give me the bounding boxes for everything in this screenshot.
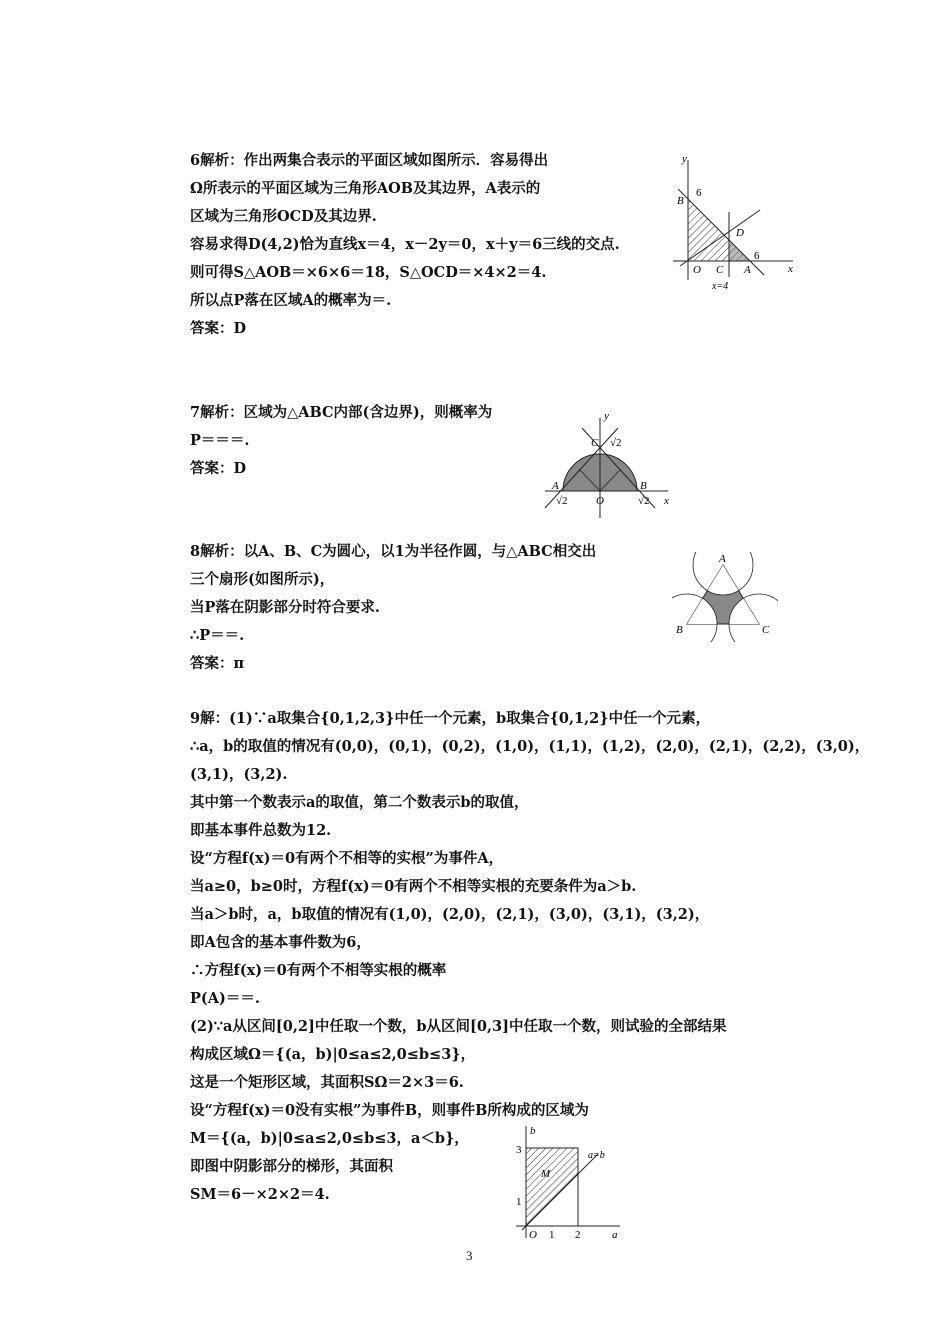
q9-fig-m: M [541,1168,551,1180]
q7-fig-a: A [552,480,559,492]
q6-fig-six-y: 6 [696,187,702,199]
q6-line-2: Ω所表示的平面区域为三角形AOB及其边界，A表示的 [190,180,541,197]
q9-fig-o: O [529,1229,537,1241]
q6-line-5: 则可得S△AOB＝×6×6＝18，S△OCD＝×4×2＝4. [190,264,547,281]
q9-fig-a: a [612,1229,618,1241]
q9-line-3: (3,1)，(3,2). [190,766,288,783]
q6-line-6: 所以点P落在区域A的概率为＝. [190,292,392,309]
q7-answer: 答案：D [190,460,247,477]
q6-fig-x: x [788,263,793,275]
q9-line-8: 当a＞b时，a，b取值的情况有(1,0)，(2,0)，(2,1)，(3,0)，(3,1)，(3,2)， [190,906,710,923]
q6-line-3: 区域为三角形OCD及其边界. [190,208,377,225]
q6-fig-six-x: 6 [754,250,760,262]
q6-figure [668,152,798,292]
q9-fig-line-label: a=b [588,1150,605,1161]
q7-fig-x: x [664,495,669,507]
q9-fig-one-x: 1 [549,1229,555,1241]
q9-line-5: 即基本事件总数为12. [190,822,332,839]
q6-answer: 答案：D [190,320,247,337]
q8-line-3: 当P落在阴影部分时符合要求. [190,599,380,616]
q9-figure [508,1122,632,1242]
q8-answer: 答案：π [190,655,245,672]
q6-line-4: 容易求得D(4,2)恰为直线x＝4，x－2y＝0，x＋y＝6三线的交点. [190,236,620,253]
q9-line-4: 其中第一个数表示a的取值，第二个数表示b的取值， [190,794,529,811]
q8-figure [672,550,778,642]
q9-line-12: (2)∵a从区间[0,2]中任取一个数，b从区间[0,3]中任取一个数，则试验的全部结果 [190,1018,727,1035]
q6-fig-xline: x=4 [712,281,729,292]
q9-line-15: 设“方程f(x)＝0没有实根”为事件B，则事件B所构成的区域为 [190,1102,589,1119]
q7-fig-o: O [596,495,604,507]
q9-line-14: 这是一个矩形区域，其面积SΩ＝2×3＝6. [190,1074,464,1091]
q7-fig-c: C [591,437,599,449]
q8-fig-a: A [719,553,726,565]
q6-fig-d: D [736,227,744,239]
q6-fig-b: B [677,195,684,207]
q9-line-10: ∴方程f(x)＝0有两个不相等实根的概率 [190,962,447,979]
q7-fig-y: y [604,410,609,422]
q6-fig-y: y [682,153,687,165]
q6-fig-c: C [716,264,724,276]
q8-line-1: 8解析：以A、B、C为圆心，以1为半径作圆，与△ABC相交出 [190,543,597,560]
q6-line-1: 6解析：作出两集合表示的平面区域如图所示．容易得出 [190,152,549,169]
q9-line-7: 当a≥0，b≥0时，方程f(x)＝0有两个不相等实根的充要条件为a＞b. [190,878,637,895]
q9-fig-b: b [530,1125,536,1137]
q7-line-1: 7解析：区域为△ABC内部(含边界)，则概率为 [190,404,493,421]
q7-line-2: P＝＝＝. [190,432,250,449]
q9-line-11: P(A)＝＝. [190,990,260,1007]
q7-fig-b: B [640,480,647,492]
q6-fig-a: A [744,264,751,276]
q9-line-1: 9解：(1)∵a取集合{0,1,2,3}中任一个元素，b取集合{0,1,2}中任一个元素， [190,710,711,727]
q9-fig-two: 2 [575,1229,581,1241]
q9-line-18: SM＝6－×2×2＝4. [190,1186,330,1203]
q8-fig-b: B [676,624,683,636]
q9-fig-three: 3 [516,1144,522,1156]
q6-fig-o: O [693,264,701,276]
q9-region-m [526,1148,578,1226]
q7-fig-sqrt2-left: √2 [556,495,568,507]
q7-fig-sqrt2-top: √2 [610,437,622,449]
q8-line-2: 三个扇形(如图所示)， [190,571,335,588]
q9-line-2: ∴a，b的取值的情况有(0,0)，(0,1)，(0,2)，(1,0)，(1,1)，(1,2)，(2,0)，(2,1)，(2,2)，(3,0)， [190,738,870,755]
q7-figure [540,408,678,520]
q9-line-6: 设“方程f(x)＝0有两个不相等的实根”为事件A， [190,850,504,867]
page-number: 3 [466,1248,473,1263]
q9-line-13: 构成区域Ω＝{(a，b)|0≤a≤2,0≤b≤3}， [190,1046,476,1063]
q8-line-4: ∴P＝＝. [190,627,245,644]
q8-fig-c: C [762,624,770,636]
q9-line-16: M＝{(a，b)|0≤a≤2,0≤b≤3，a＜b}， [190,1130,469,1147]
q9-line-9: 即A包含的基本事件数为6， [190,934,371,951]
q9-fig-one-y: 1 [516,1196,522,1208]
q7-fig-sqrt2-right: √2 [638,495,650,507]
q9-line-17: 即图中阴影部分的梯形，其面积 [190,1158,393,1175]
